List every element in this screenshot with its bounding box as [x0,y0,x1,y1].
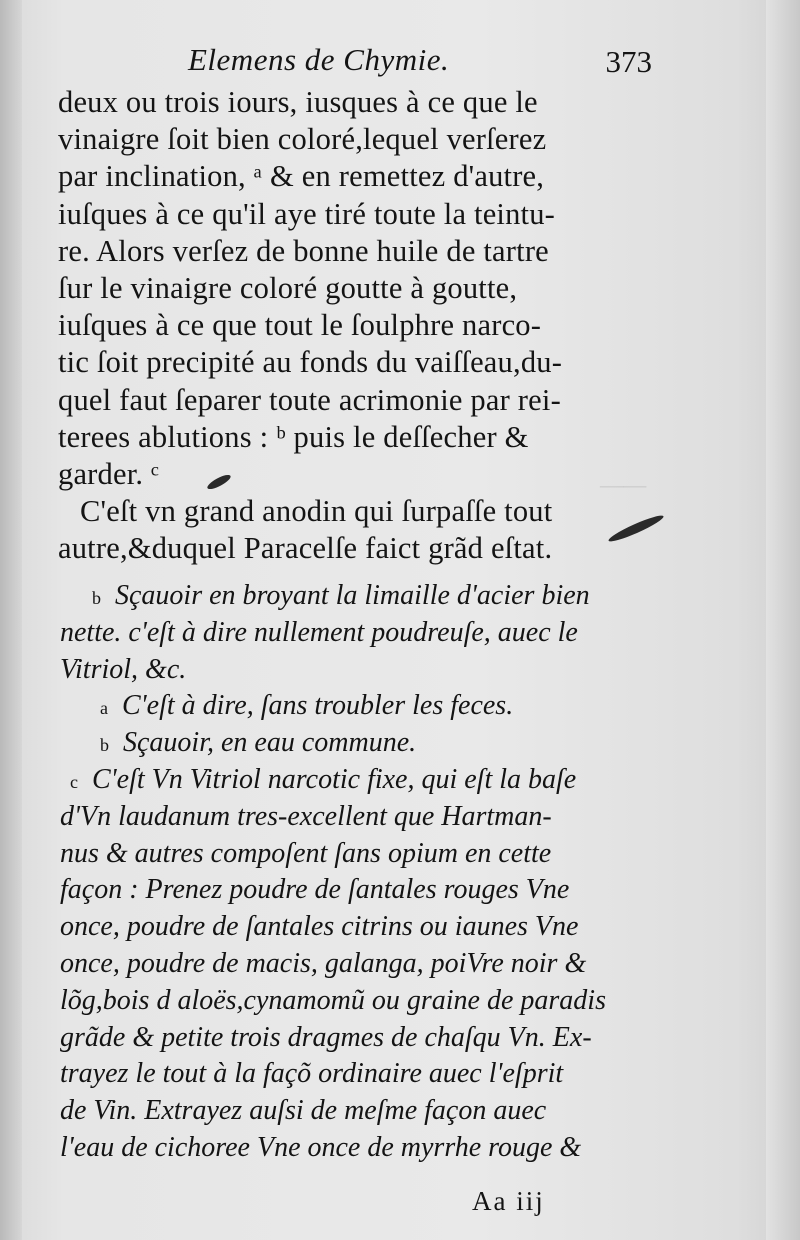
text-line: quel faut ſeparer toute acrimonie par rei- [58,382,561,417]
text-line: vinaigre ſoit bien coloré,lequel verſerez [58,122,547,157]
note-marker: c [70,771,78,792]
page-number: 373 [605,44,652,79]
running-title: Elemens de Chymie. [188,42,450,77]
note-line: nette. c'eſt à dire nullement poudreuſe, auec le [60,616,578,648]
note-line: nus & autres compoſent ſans opium en cette [60,837,552,869]
text-line: re. Alors verſez de bonne huile de tartre [58,233,549,268]
text-line: iuſques à ce qu'il aye tiré toute la teintu- [58,196,556,231]
note-line: façon : Prenez poudre de ſantales rouges Vne [60,874,570,906]
note-line: once, poudre de macis, galanga, poiVre noir & [60,947,587,979]
paragraph-start-line: C'eſt vn grand anodin qui ſurpaſſe tout [80,494,553,529]
text-line: iuſques à ce que tout le ſoulphre narco- [58,308,542,343]
annotation-notes [60,578,660,1167]
note-line: $^b$ Sçauoir en broyant la limaille d'acier bien [92,580,590,611]
note-marker: a [100,698,108,719]
page-header [60,36,660,84]
text-line: deux ou trois iours, iusques à ce que le [58,85,538,119]
note-line: grãde & petite trois dragmes de chaſqu Vn. Ex- [60,1021,592,1053]
text-line: ſur le vinaigre coloré goutte à goutte, [58,270,518,305]
note-marker: b [100,735,109,756]
note-line: $^b$ Sçauoir, en eau commune. [100,727,417,759]
text-line: autre,&duquel Paracelſe faict grãd eſtat. [58,531,553,566]
note-line: l'eau de cichoree Vne once de myrrhe rouge & [60,1131,582,1163]
text-line: terees ablutions : ᵇ puis le deſſecher & [58,419,529,454]
note-line: $^c$ C'eſt Vn Vitriol narcotic fixe, qui eſt la baſe [70,763,577,795]
note-line: de Vin. Extrayez auſsi de meſme façon auec [60,1095,547,1127]
page-gutter-left [0,0,22,1240]
main-text [58,84,658,567]
note-marker: b [92,588,101,608]
page-edge-right [766,0,800,1240]
note-line: trayez le tout à la façõ ordinaire auec l'eſprit [60,1058,564,1090]
text-line: garder. ᶜ [58,456,160,491]
note-line: Vitriol, &c. [60,653,187,685]
show-through-text: —— [600,470,647,499]
text-line: tic ſoit precipité au fonds du vaiſſeau,du- [58,345,563,380]
note-line: lõg,bois d aloës,cynamomũ ou graine de paradis [60,984,606,1016]
note-line: d'Vn laudanum tres-excellent que Hartman- [60,800,552,832]
note-line: $^a$ C'eſt à dire, ſans troubler les feces. [100,690,514,722]
note-line: once, poudre de ſantales citrins ou iaunes Vne [60,911,579,943]
text-line: par inclination, ᵃ & en remettez d'autre, [58,159,545,194]
signature-mark: Aa iij [472,1186,545,1216]
